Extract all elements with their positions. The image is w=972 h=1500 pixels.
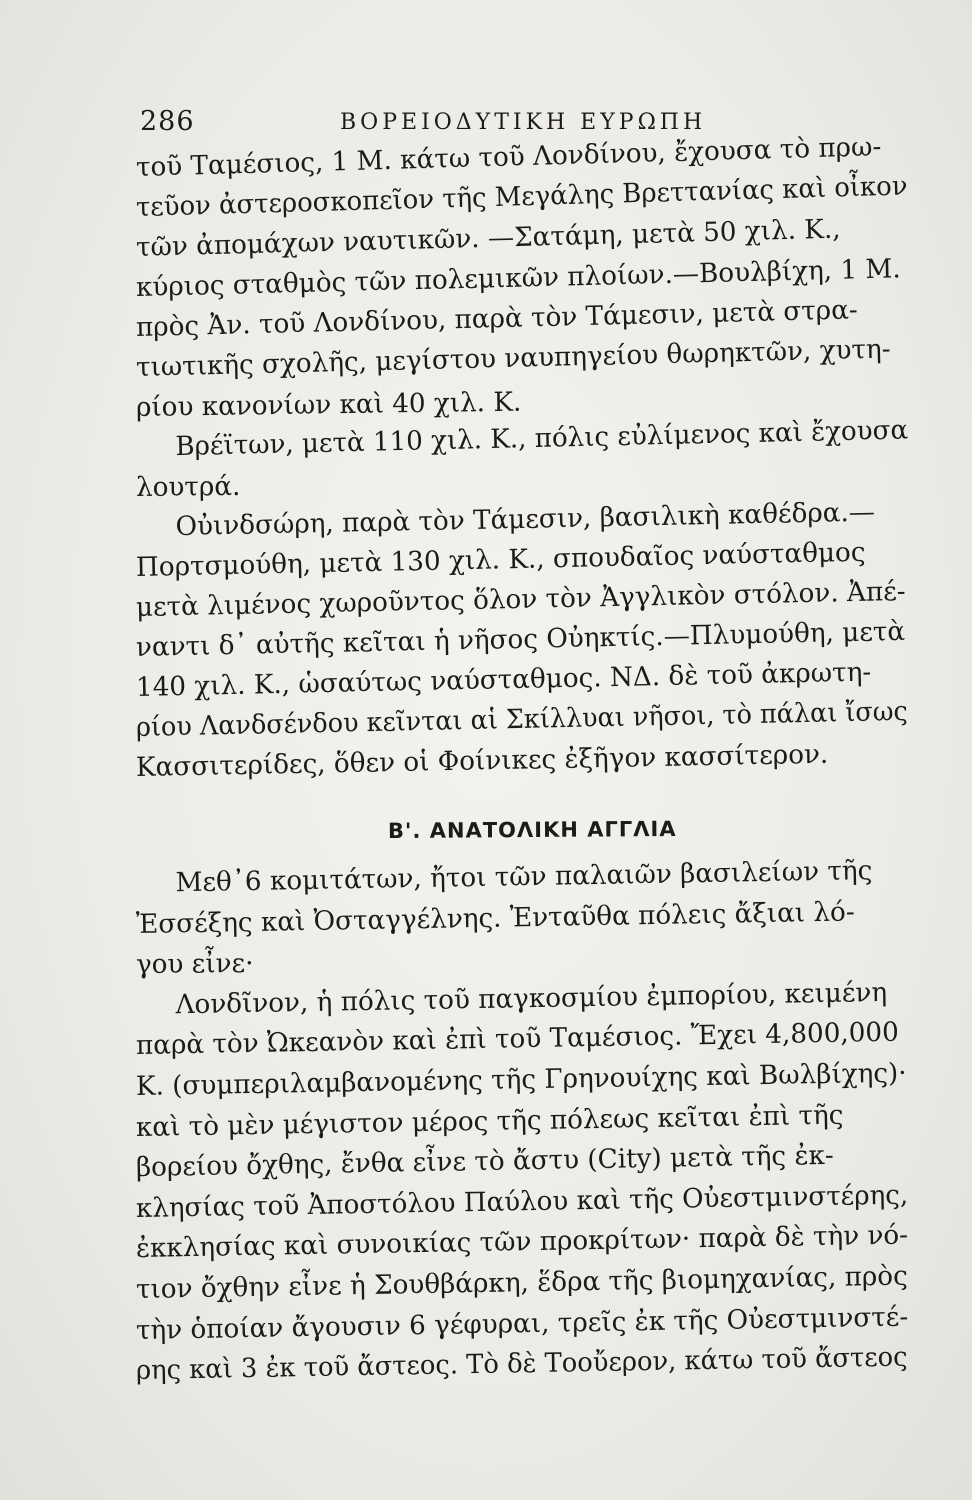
text-line: κλησίας τοῦ Ἀποστόλου Παύλου καὶ τῆς Οὐεστμινστέρης,: [135, 1179, 909, 1224]
text-line: βορείου ὄχθης, ἔνθα εἶνε τὸ ἄστυ (City) μετὰ τῆς ἐκ-: [135, 1139, 835, 1184]
text-line: τοῦ Ταμέσιος, 1 Μ. κάτω τοῦ Λονδίνου, ἔχουσα τὸ πρω-: [135, 131, 882, 183]
text-line: Ἐσσέξης καὶ Ὀσταγγέλνης. Ἐνταῦθα πόλεις ἄξιαι λό-: [135, 896, 855, 940]
text-line: πρὸς Ἀν. τοῦ Λονδίνου, παρὰ τὸν Τάμεσιν, μετὰ στρα-: [135, 294, 859, 343]
text-line: Κασσιτερίδες, ὅθεν οἱ Φοίνικες ἐξῆγον κασσίτερον.: [135, 738, 829, 783]
page-number: 286: [140, 106, 195, 137]
text-line: 140 χιλ. Κ., ὡσαύτως ναύσταθμος. ΝΔ. δὲ τοῦ ἀκρωτη-: [135, 656, 872, 703]
text-line: ρίου Λανδσένδου κεῖνται αἱ Σκίλλυαι νῆσοι, τὸ πάλαι ἴσως: [135, 695, 909, 743]
text-line: Μεθ᾽6 κομιτάτων, ἤτοι τῶν παλαιῶν βασιλείων τῆς: [175, 855, 873, 899]
text-line: τὴν ὁποίαν ἄγουσιν 6 γέφυραι, τρεῖς ἐκ τῆς Οὐεστμινστέ-: [135, 1301, 909, 1346]
text-line: μετὰ λιμένος χωροῦντος ὅλον τὸν Ἀγγλικὸν στόλον. Ἀπέ-: [135, 575, 906, 623]
text-line: παρὰ τὸν Ὠκεανὸν καὶ ἐπὶ τοῦ Ταμέσιος. Ἔχει 4,800,000: [135, 1017, 900, 1062]
section-heading: Β'. ΑΝΑΤΟΛΙΚΗ ΑΓΓΛΙΑ: [387, 816, 677, 844]
running-head: ΒΟΡΕΙΟΔΥΤΙΚΗ ΕΥΡΩΠΗ: [340, 110, 707, 135]
text-line: τῶν ἀπομάχων ναυτικῶν. —Σατάμη, μετὰ 50 χιλ. Κ.,: [135, 213, 841, 263]
text-block-lower: [135, 855, 916, 1392]
text-block-upper: [135, 131, 916, 788]
text-line: κύριος σταθμὸς τῶν πολεμικῶν πλοίων.—Βουλβίχη, 1 Μ.: [135, 253, 901, 303]
text-line: τιον ὄχθην εἶνε ἡ Σουθβάρκη, ἕδρα τῆς βιομηχανίας, πρὸς: [135, 1260, 909, 1305]
text-line: γου εἶνε·: [135, 948, 254, 981]
text-line: Κ. (συμπεριλαμβανομένης τῆς Γρηνουίχης καὶ Βωλβίχης)·: [135, 1057, 907, 1102]
text-line: Λονδῖνον, ἡ πόλις τοῦ παγκοσμίου ἐμπορίου, κειμένη: [175, 976, 888, 1021]
text-line: καὶ τὸ μὲν μέγιστον μέρος τῆς πόλεως κεῖται ἐπὶ τῆς: [135, 1099, 844, 1143]
text-line: ἐκκλησίας καὶ συνοικίας τῶν προκρίτων· παρὰ δὲ τὴν νό-: [135, 1219, 909, 1265]
text-line: ναντι δ᾽ αὐτῆς κεῖται ἡ νῆσος Οὐηκτίς.—Πλυμούθη, μετὰ: [135, 615, 906, 663]
text-line: λουτρά.: [135, 470, 241, 503]
text-line: Οὐινδσώρη, παρὰ τὸν Τάμεσιν, βασιλικὴ καθέδρα.—: [175, 496, 876, 543]
text-line: ρίου κανονίων καὶ 40 χιλ. Κ.: [135, 386, 522, 423]
text-line: Πορτσμούθη, μετὰ 130 χιλ. Κ., σπουδαῖος ναύσταθμος: [135, 536, 866, 583]
text-line: Βρέϊτων, μετὰ 110 χιλ. Κ., πόλις εὐλίμενος καὶ ἔχουσα: [175, 414, 909, 463]
text-line: τεῦον ἀστεροσκοπεῖον τῆς Μεγάλης Βρεττανίας καὶ οἶκον: [135, 170, 908, 223]
text-line: ρης καὶ 3 ἐκ τοῦ ἄστεος. Τὸ δὲ Τοοὔερον, κάτω τοῦ ἄστεος: [135, 1341, 908, 1387]
text-line: τιωτικῆς σχολῆς, μεγίστου ναυπηγείου θωρηκτῶν, χυτη-: [135, 333, 891, 383]
